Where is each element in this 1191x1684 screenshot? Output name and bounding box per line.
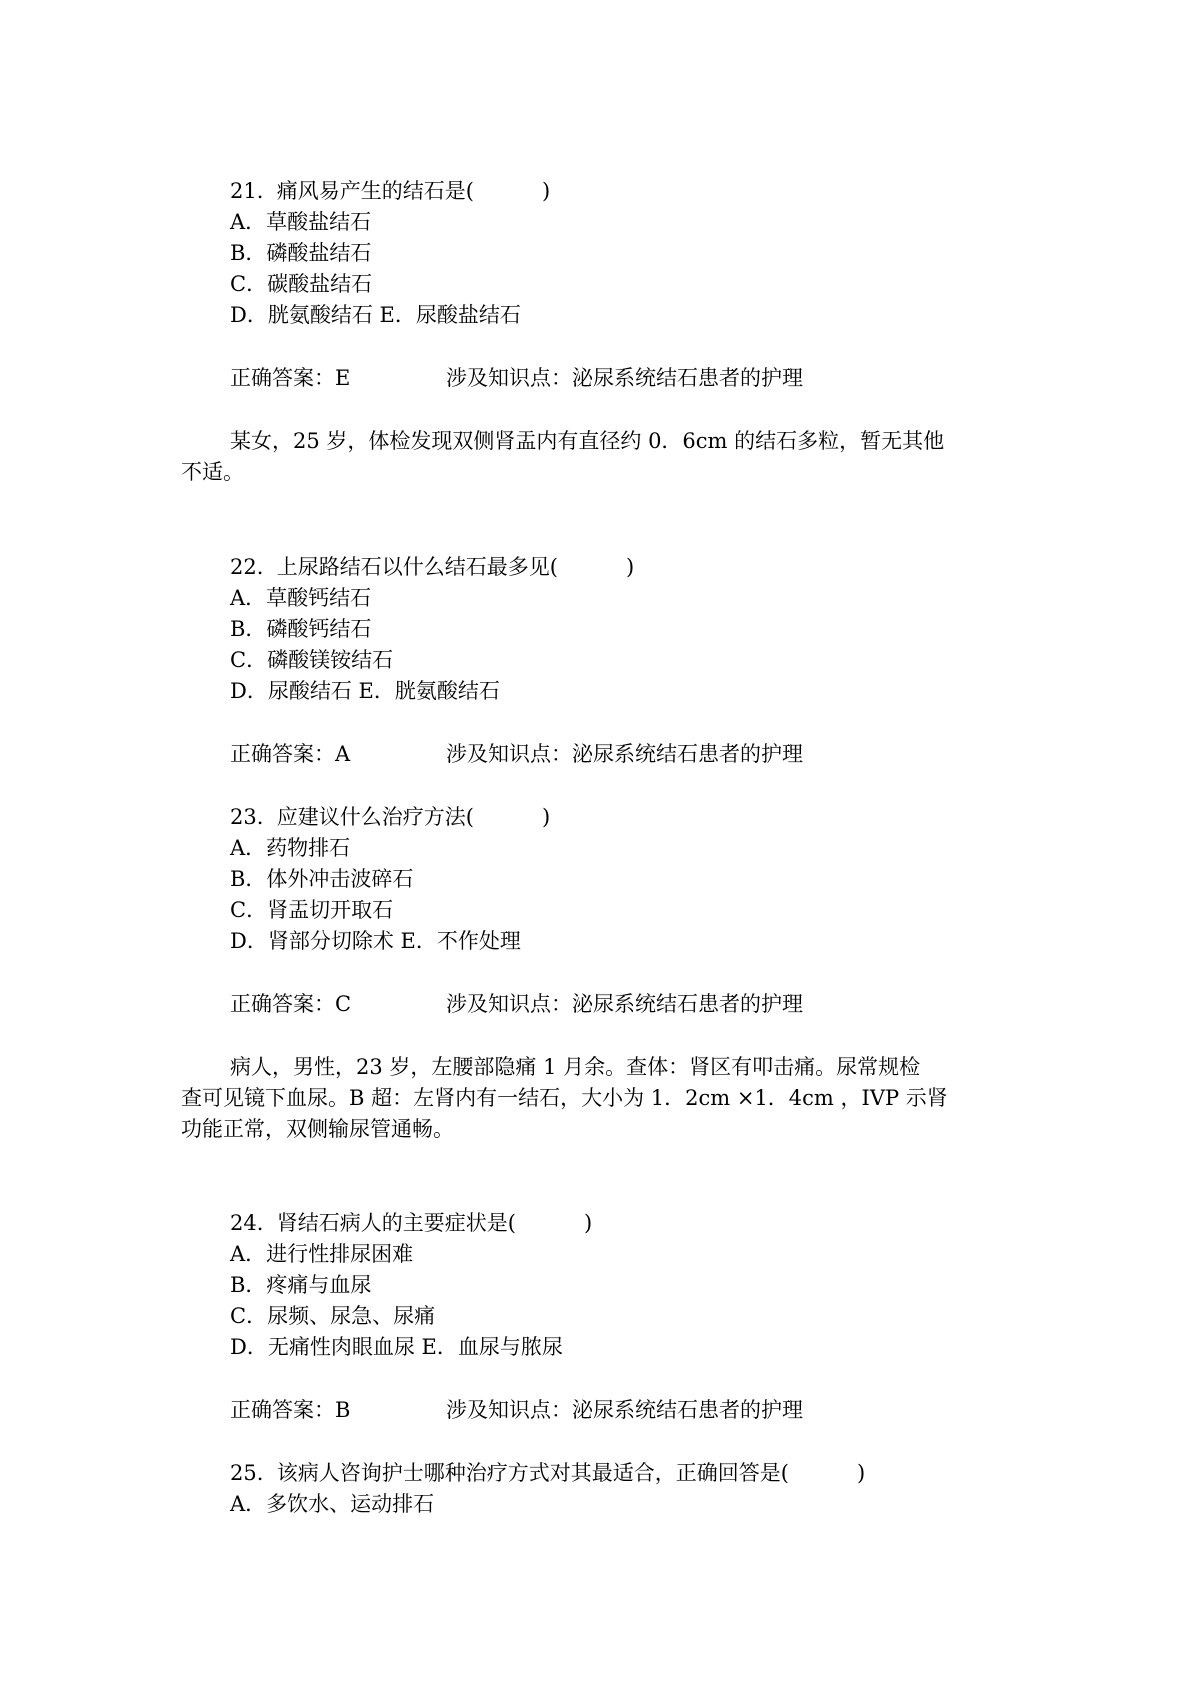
case-2-line-3: 功能正常，双侧输尿管通畅。	[181, 1117, 454, 1141]
question-24-option-c: C．尿频、尿急、尿痛	[230, 1304, 436, 1328]
question-24-option-b: B．疼痛与血尿	[230, 1273, 372, 1297]
question-25-option-a: A．多饮水、运动排石	[230, 1492, 435, 1516]
question-21-option-a: A．草酸盐结石	[230, 210, 372, 234]
question-22-answer: 正确答案：A	[230, 742, 351, 766]
case-1-line-1: 某女，25 岁，体检发现双侧肾盂内有直径约 0．6cm 的结石多粒，暂无其他	[230, 429, 945, 453]
question-22-knowledge: 涉及知识点：泌尿系统结石患者的护理	[446, 742, 803, 766]
question-23-option-de: D．肾部分切除术 E．不作处理	[230, 929, 521, 953]
question-22-option-b: B．磷酸钙结石	[230, 617, 372, 641]
question-22-option-c: C．磷酸镁铵结石	[230, 648, 394, 672]
question-24-option-a: A．进行性排尿困难	[230, 1242, 414, 1266]
question-21-option-de: D．胱氨酸结石 E．尿酸盐结石	[230, 303, 521, 327]
question-24-stem: 24. 肾结石病人的主要症状是( )	[230, 1211, 593, 1235]
question-23-answer: 正确答案：C	[230, 992, 352, 1016]
question-21-option-b: B．磷酸盐结石	[230, 241, 372, 265]
question-23-stem: 23. 应建议什么治疗方法( )	[230, 805, 551, 829]
question-23-option-a: A．药物排石	[230, 836, 351, 860]
question-22-option-a: A．草酸钙结石	[230, 586, 372, 610]
question-23-option-b: B．体外冲击波碎石	[230, 867, 414, 891]
question-22-stem: 22. 上尿路结石以什么结石最多见( )	[230, 555, 635, 579]
question-24-knowledge: 涉及知识点：泌尿系统结石患者的护理	[446, 1398, 803, 1422]
question-21-option-c: C．碳酸盐结石	[230, 272, 373, 296]
question-21-stem: 21. 痛风易产生的结石是( )	[230, 179, 551, 203]
question-22-option-de: D．尿酸结石 E．胱氨酸结石	[230, 679, 500, 703]
question-21-knowledge: 涉及知识点：泌尿系统结石患者的护理	[446, 366, 803, 390]
case-2-line-2: 查可见镜下血尿。B 超：左肾内有一结石，大小为 1．2cm ×1．4cm ，IVP 示肾	[181, 1086, 948, 1110]
question-23-option-c: C．肾盂切开取石	[230, 898, 394, 922]
case-2-line-1: 病人，男性，23 岁，左腰部隐痛 1 月余。查体：肾区有叩击痛。尿常规检	[230, 1055, 921, 1079]
question-21-answer: 正确答案：E	[230, 366, 351, 390]
question-24-answer: 正确答案：B	[230, 1398, 351, 1422]
question-23-knowledge: 涉及知识点：泌尿系统结石患者的护理	[446, 992, 803, 1016]
case-1-line-2: 不适。	[181, 460, 244, 484]
question-25-stem: 25. 该病人咨询护士哪种治疗方式对其最适合，正确回答是( )	[230, 1461, 866, 1485]
question-24-option-de: D．无痛性肉眼血尿 E．血尿与脓尿	[230, 1335, 563, 1359]
